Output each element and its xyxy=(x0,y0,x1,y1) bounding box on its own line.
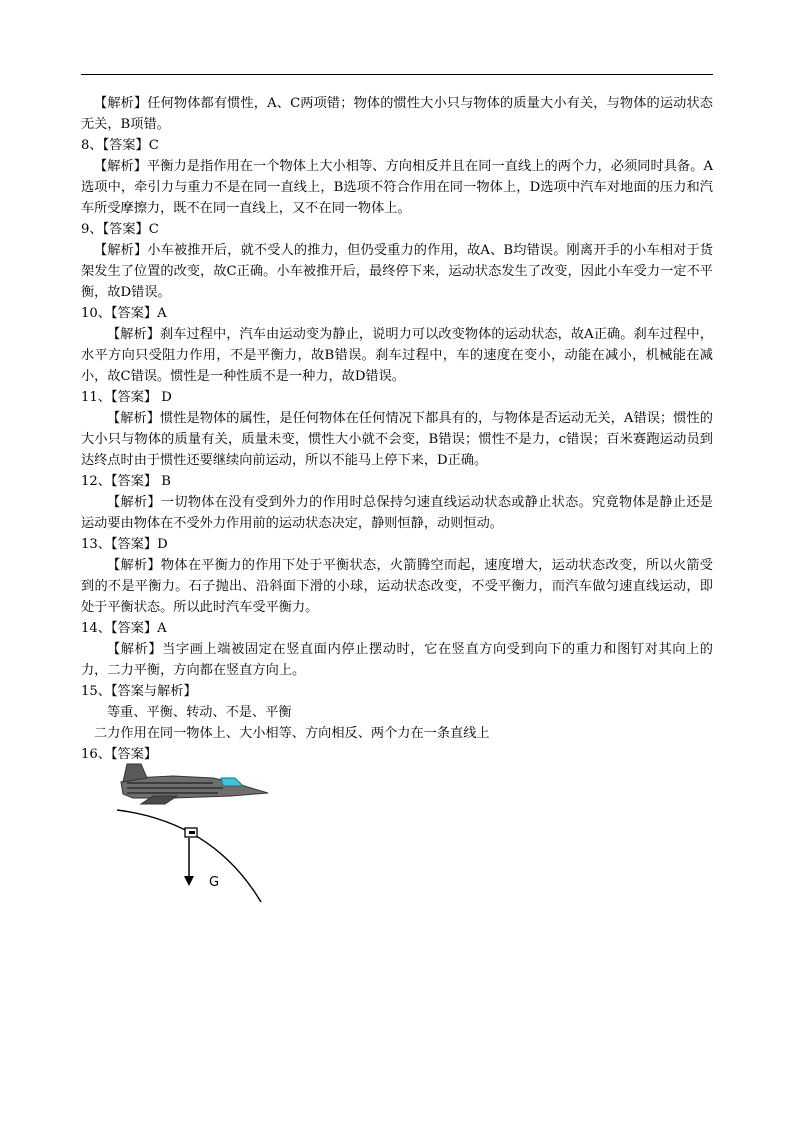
q7-analysis: 【解析】任何物体都有惯性，A、C两项错；物体的惯性大小只与物体的质量大小有关，与物体的运动状态无关，B项错。 xyxy=(81,96,713,132)
q10-answer: 10、【答案】A xyxy=(81,306,167,321)
q8-answer: 8、【答案】C xyxy=(81,138,159,153)
bomb-icon xyxy=(185,828,197,837)
q12-analysis: 【解析】一切物体在没有受到外力的作用时总保持匀速直线运动状态或静止状态。究竟物体是静止还是运动要由物体在不受外力作用前的运动状态决定，静则恒静，动则恒动。 xyxy=(81,495,713,531)
q14-analysis: 【解析】当字画上端被固定在竖直面内停止摆动时，它在竖直方向受到向下的重力和图钉对其向上的力，二力平衡，方向都在竖直方向上。 xyxy=(81,642,713,678)
q8-analysis: 【解析】平衡力是指作用在一个物体上大小相等、方向相反并且在同一直线上的两个力，必须同时具备。A选项中，牵引力与重力不是在同一直线上，B选项不符合作用在同一物体上，D选项中汽车对地面的压力和汽车所受摩擦力，既不在同一直线上，又不在同一物体上。 xyxy=(81,159,713,216)
q15-answer: 15、【答案与解析】 xyxy=(81,684,197,699)
q11-analysis: 【解析】惯性是物体的属性，是任何物体在任何情况下都具有的，与物体是否运动无关，A错误；惯性的大小只与物体的质量有关，质量未变，惯性大小就不会变，B错误；惯性不是力，c错误；百米赛跑运动员到达终点时由于惯性还要继续向前运动，所以不能马上停下来，D正确。 xyxy=(81,411,713,468)
q11-answer: 11、【答案】 D xyxy=(81,390,172,405)
arrow-head-icon xyxy=(184,876,194,886)
jet-plane-icon xyxy=(121,764,268,804)
q13-answer: 13、【答案】D xyxy=(81,537,168,552)
q10-analysis: 【解析】刹车过程中，汽车由运动变为静止，说明力可以改变物体的运动状态，故A正确。刹车过程中，水平方向只受阻力作用，不是平衡力，故B错误。刹车过程中，车的速度在变小，动能在减小，机械能在减小，故C错误。惯性是一种性质不是一种力，故D错误。 xyxy=(81,327,713,384)
q9-answer: 9、【答案】C xyxy=(81,222,159,237)
q13-analysis: 【解析】物体在平衡力的作用下处于平衡状态，火箭腾空而起，速度增大，运动状态改变，所以火箭受到的不是平衡力。石子抛出、沿斜面下滑的小球，运动状态改变，不受平衡力，而汽车做匀速直线运动，即处于平衡状态。所以此时汽车受平衡力。 xyxy=(81,558,713,615)
q14-answer: 14、【答案】A xyxy=(81,621,167,636)
q12-answer: 12、【答案】 B xyxy=(81,474,172,489)
q16-figure xyxy=(113,760,273,902)
header-rule xyxy=(81,74,713,75)
q15-line-1: 等重、平衡、转动、不是、平衡 xyxy=(107,705,292,720)
answer-content xyxy=(81,93,713,765)
q15-line-2: 二力作用在同一物体上、大小相等、方向相反、两个力在一条直线上 xyxy=(94,726,490,741)
q9-analysis: 【解析】小车被推开后，就不受人的推力，但仍受重力的作用，故A、B均错误。刚离开手的小车相对于货架发生了位置的改变，故C正确。小车被推开后，最终停下来，运动状态发生了改变，因此小车受力一定不平衡，故D错误。 xyxy=(81,243,713,300)
gravity-label: G xyxy=(209,875,220,890)
q16-answer: 16、【答案】 xyxy=(81,747,158,762)
